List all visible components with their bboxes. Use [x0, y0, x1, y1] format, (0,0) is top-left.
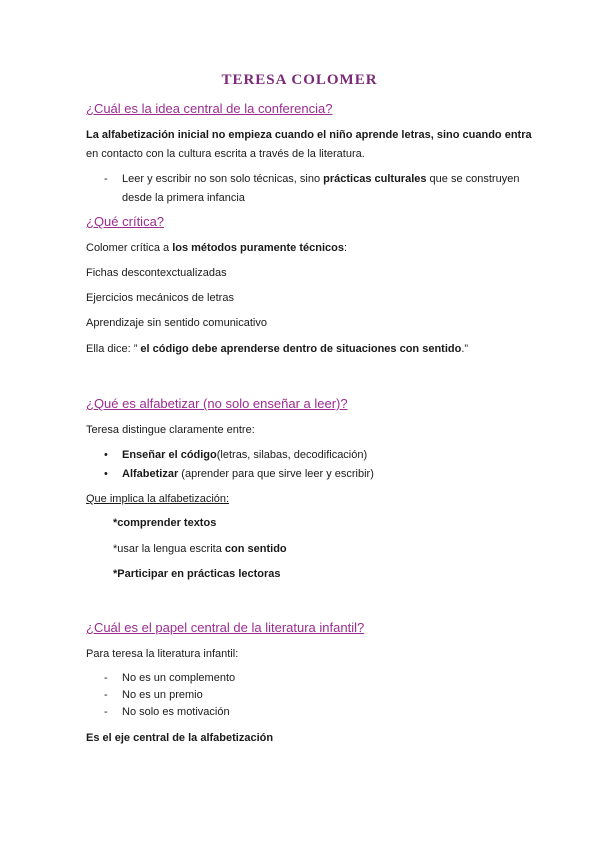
text: (letras, silabas, decodificación) — [216, 449, 368, 461]
implication-item — [113, 517, 216, 529]
implication-item — [113, 543, 287, 555]
paragraph-line — [86, 239, 347, 258]
text: *usar la lengua escrita — [113, 543, 225, 555]
section-heading-que-es-alfabetizar: ¿Qué es alfabetizar (no solo enseñar a leer)? — [86, 396, 348, 411]
bold-text: *Participar en prácticas lectoras — [113, 568, 281, 580]
critique-item: Ejercicios mecánicos de letras — [86, 292, 234, 304]
list-item-text — [122, 465, 374, 484]
paragraph-line: Teresa distingue claramente entre: — [86, 424, 255, 436]
text: : — [343, 242, 348, 254]
critique-item: Aprendizaje sin sentido comunicativo — [86, 317, 267, 329]
critique-item: Fichas descontexctualizadas — [86, 267, 227, 279]
paragraph-line: Para teresa la literatura infantil: — [86, 648, 239, 660]
list-item-text: No es un premio — [122, 689, 203, 701]
closing-line — [86, 729, 273, 748]
list-item — [104, 703, 230, 722]
list-item-text: No solo es motivación — [122, 706, 230, 718]
bold-text: el código debe aprenderse dentro de situaciones con sentido — [140, 343, 462, 355]
bullet-item — [104, 446, 368, 465]
list-item-text: No es un complemento — [122, 672, 236, 684]
section-heading-idea-central: ¿Cuál es la idea central de la conferencia? — [86, 101, 333, 116]
list-item-text — [122, 170, 519, 189]
list-item-text — [122, 446, 367, 465]
paragraph-line — [86, 145, 365, 164]
bold-text: Es el eje central de la alfabetización — [86, 732, 274, 744]
subheading: Que implica la alfabetización: — [86, 493, 230, 505]
bold-text: Enseñar el código — [122, 449, 217, 461]
bold-text: Alfabetizar — [122, 468, 179, 480]
text: Ella dice: ” — [86, 343, 141, 355]
bold-text: *comprender textos — [113, 517, 217, 529]
bullet-marker: • — [104, 468, 108, 480]
text: que se construyen — [426, 173, 520, 185]
dash-marker: - — [104, 672, 108, 684]
text: .” — [461, 343, 469, 355]
quote-line — [86, 340, 468, 359]
paragraph-line — [86, 126, 532, 145]
dash-marker: - — [104, 706, 108, 718]
document-title: TERESA COLOMER — [221, 72, 378, 88]
bold-text: prácticas culturales — [323, 173, 427, 185]
text: Colomer crítica a — [86, 242, 173, 254]
text: en contacto con la cultura escrita a través de la literatura. — [86, 148, 365, 160]
text: desde la primera infancia — [122, 192, 245, 204]
section-heading-que-critica: ¿Qué crítica? — [86, 214, 165, 229]
bold-text: con sentido — [224, 543, 287, 555]
dash-marker: - — [104, 689, 108, 701]
bold-text: La alfabetización inicial no empieza cuando el niño aprende letras, sino cuando entra — [86, 129, 532, 141]
implication-item — [113, 568, 281, 580]
bold-text: los métodos puramente técnicos — [172, 242, 344, 254]
section-heading-literatura-infantil: ¿Cuál es el papel central de la literatura infantil? — [86, 620, 365, 635]
list-item — [104, 170, 520, 189]
dash-marker: - — [104, 173, 108, 185]
text: (aprender para que sirve leer y escribir) — [178, 468, 374, 480]
bullet-item — [104, 465, 374, 484]
bullet-marker: • — [104, 449, 108, 461]
text: Leer y escribir no son solo técnicas, sino — [122, 173, 324, 185]
